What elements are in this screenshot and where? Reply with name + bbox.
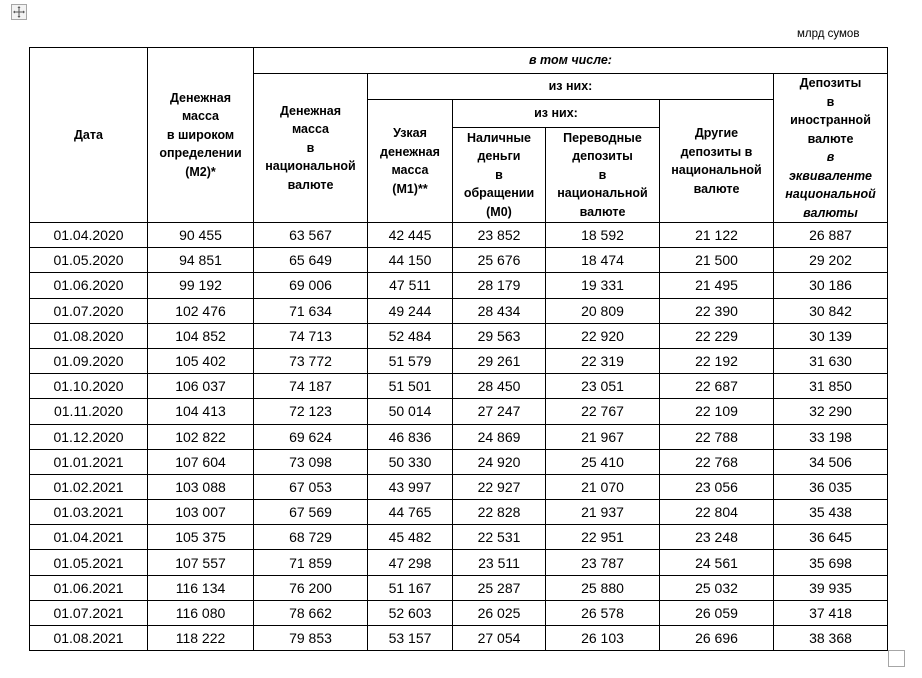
cell-m0: 28 434 [453,298,546,323]
cell-m1: 52 484 [368,323,453,348]
cell-transferable: 26 103 [546,626,660,651]
cell-m0: 22 828 [453,500,546,525]
cell-m2: 94 851 [148,248,254,273]
cell-m1: 52 603 [368,600,453,625]
cell-m2: 103 088 [148,474,254,499]
table-row [30,273,888,298]
header-line: в [826,94,835,109]
money-supply-table [29,47,888,651]
cell-other-deposits: 22 109 [660,399,774,424]
cell-foreign-deposits: 33 198 [774,424,888,449]
header-line: масса [291,122,330,137]
cell-m1: 50 330 [368,449,453,474]
cell-foreign-deposits: 30 186 [774,273,888,298]
cell-foreign-deposits: 30 842 [774,298,888,323]
table-row [30,626,888,651]
cell-other-deposits: 26 696 [660,626,774,651]
cell-transferable: 25 880 [546,575,660,600]
header-line: иностранной [790,113,871,127]
cell-m2: 103 007 [148,500,254,525]
cell-foreign-deposits: 30 139 [774,323,888,348]
header-line: национальной [557,186,648,201]
cell-m2: 107 557 [148,550,254,575]
header-line: в [495,167,503,182]
cell-other-deposits: 21 495 [660,273,774,298]
cell-m1: 47 298 [368,550,453,575]
cell-national-currency: 67 569 [254,500,368,525]
cell-other-deposits: 22 804 [660,500,774,525]
header-date [30,48,148,223]
cell-date: 01.06.2020 [30,273,148,298]
header-of-them-sub: из них: [453,100,660,128]
cell-foreign-deposits: 35 698 [774,550,888,575]
cell-m0: 24 869 [453,424,546,449]
cell-other-deposits: 22 788 [660,424,774,449]
cell-foreign-deposits: 36 035 [774,474,888,499]
cell-m1: 51 579 [368,348,453,373]
cell-m2: 105 375 [148,525,254,550]
units-label: млрд сумов [797,28,860,40]
cell-m1: 45 482 [368,525,453,550]
cell-foreign-deposits: 38 368 [774,626,888,651]
cell-transferable: 18 474 [546,248,660,273]
cell-date: 01.11.2020 [30,399,148,424]
cell-m0: 27 054 [453,626,546,651]
cell-date: 01.06.2021 [30,575,148,600]
header-line: Переводные [563,130,642,145]
table-row [30,600,888,625]
cell-m0: 29 563 [453,323,546,348]
cell-date: 01.03.2021 [30,500,148,525]
cell-m2: 102 476 [148,298,254,323]
header-line: валюте [693,181,740,196]
cell-other-deposits: 26 059 [660,600,774,625]
header-foreign-deposits [774,74,888,223]
header-line: обращении [463,186,535,201]
cell-foreign-deposits: 37 418 [774,600,888,625]
cell-national-currency: 68 729 [254,525,368,550]
header-line: в широком [166,127,235,142]
cell-transferable: 21 070 [546,474,660,499]
cell-foreign-deposits: 35 438 [774,500,888,525]
table-body [30,223,888,651]
cell-date: 01.02.2021 [30,474,148,499]
cell-m0: 27 247 [453,399,546,424]
header-m2 [148,48,254,223]
header-line: в [306,140,315,155]
cell-date: 01.05.2021 [30,550,148,575]
cell-foreign-deposits: 32 290 [774,399,888,424]
cell-m0: 26 025 [453,600,546,625]
header-line: Наличные [466,130,532,145]
header-line: деньги [477,149,521,164]
table-resize-handle[interactable] [888,650,905,667]
cell-transferable: 19 331 [546,273,660,298]
cell-m0: 23 852 [453,223,546,248]
table-row [30,449,888,474]
header-national-currency [254,74,368,223]
header-line: (М2)* [185,164,216,179]
header-line: национальной [671,163,762,177]
cell-other-deposits: 22 390 [660,298,774,323]
cell-m0: 23 511 [453,550,546,575]
cell-date: 01.08.2021 [30,626,148,651]
header-line: масса [181,109,220,124]
cell-m1: 51 167 [368,575,453,600]
table-row [30,248,888,273]
cell-m1: 46 836 [368,424,453,449]
cell-national-currency: 72 123 [254,399,368,424]
header-line: депозиты [572,149,633,164]
cell-m1: 44 150 [368,248,453,273]
cell-date: 01.05.2020 [30,248,148,273]
header-line: национальной [785,187,876,201]
header-line: валюте [807,131,854,146]
cell-transferable: 18 592 [546,223,660,248]
table-row [30,424,888,449]
header-line: определении [159,146,242,161]
cell-date: 01.07.2021 [30,600,148,625]
cell-m1: 44 765 [368,500,453,525]
cell-m1: 51 501 [368,374,453,399]
table-row [30,298,888,323]
cell-national-currency: 73 098 [254,449,368,474]
cell-m2: 116 080 [148,600,254,625]
header-of-them: из них: [368,74,774,100]
cell-transferable: 22 319 [546,348,660,373]
cell-other-deposits: 23 248 [660,525,774,550]
cell-other-deposits: 25 032 [660,575,774,600]
cell-m2: 104 852 [148,323,254,348]
header-line: Депозиты [799,76,862,90]
cell-foreign-deposits: 34 506 [774,449,888,474]
cell-transferable: 21 967 [546,424,660,449]
cell-transferable: 22 920 [546,323,660,348]
cell-foreign-deposits: 31 850 [774,374,888,399]
cell-transferable: 22 951 [546,525,660,550]
header-line: Узкая [393,126,427,140]
table-row [30,525,888,550]
table-row [30,323,888,348]
cell-m2: 106 037 [148,374,254,399]
cell-other-deposits: 22 229 [660,323,774,348]
table-row [30,550,888,575]
header-line: валюты [803,205,858,220]
header-m1 [368,100,453,223]
header-line: Денежная [169,90,231,105]
cell-foreign-deposits: 26 887 [774,223,888,248]
cell-other-deposits: 23 056 [660,474,774,499]
cell-other-deposits: 21 122 [660,223,774,248]
header-line: эквиваленте [789,168,872,183]
cell-national-currency: 73 772 [254,348,368,373]
cell-transferable: 23 051 [546,374,660,399]
cell-national-currency: 69 624 [254,424,368,449]
header-line: Денежная [279,103,341,118]
cell-national-currency: 65 649 [254,248,368,273]
cell-m1: 42 445 [368,223,453,248]
cell-m1: 47 511 [368,273,453,298]
move-arrows-icon [13,6,25,18]
cell-other-deposits: 22 687 [660,374,774,399]
header-line: масса [391,163,429,177]
cell-m0: 24 920 [453,449,546,474]
cell-national-currency: 78 662 [254,600,368,625]
cell-m2: 102 822 [148,424,254,449]
header-transferable [546,128,660,223]
cell-transferable: 23 787 [546,550,660,575]
cell-other-deposits: 24 561 [660,550,774,575]
table-row [30,399,888,424]
header-m0 [453,128,546,223]
cell-national-currency: 76 200 [254,575,368,600]
cell-national-currency: 63 567 [254,223,368,248]
cell-m1: 50 014 [368,399,453,424]
cell-other-deposits: 22 192 [660,348,774,373]
cell-transferable: 20 809 [546,298,660,323]
cell-m2: 90 455 [148,223,254,248]
cell-m0: 28 179 [453,273,546,298]
cell-transferable: 21 937 [546,500,660,525]
cell-date: 01.04.2021 [30,525,148,550]
cell-national-currency: 79 853 [254,626,368,651]
header-line: валюте [579,204,626,219]
cell-date: 01.09.2020 [30,348,148,373]
cell-m0: 25 287 [453,575,546,600]
cell-foreign-deposits: 31 630 [774,348,888,373]
cell-other-deposits: 21 500 [660,248,774,273]
table-row [30,348,888,373]
cell-transferable: 22 767 [546,399,660,424]
cell-m0: 28 450 [453,374,546,399]
table-row [30,223,888,248]
cell-date: 01.10.2020 [30,374,148,399]
cell-national-currency: 74 187 [254,374,368,399]
cell-m2: 107 604 [148,449,254,474]
cell-m0: 25 676 [453,248,546,273]
header-line: (М1)** [392,181,428,196]
table-row [30,474,888,499]
header-line: валюте [287,177,334,192]
cell-date: 01.01.2021 [30,449,148,474]
cell-national-currency: 69 006 [254,273,368,298]
cell-transferable: 26 578 [546,600,660,625]
header-line: в [826,150,835,164]
cell-other-deposits: 22 768 [660,449,774,474]
cell-m1: 43 997 [368,474,453,499]
header-line: в [598,167,607,182]
header-line: национальной [265,159,356,174]
cell-date: 01.07.2020 [30,298,148,323]
cell-m2: 105 402 [148,348,254,373]
cell-m2: 116 134 [148,575,254,600]
cell-m2: 99 192 [148,273,254,298]
cell-m1: 49 244 [368,298,453,323]
cell-national-currency: 67 053 [254,474,368,499]
cell-m0: 22 531 [453,525,546,550]
cell-m2: 104 413 [148,399,254,424]
header-including: в том числе: [254,48,888,74]
header-date-label: Дата [74,127,103,142]
cell-m2: 118 222 [148,626,254,651]
header-line: (М0) [486,204,512,219]
header-other-deposits [660,100,774,223]
cell-transferable: 25 410 [546,449,660,474]
cell-national-currency: 74 713 [254,323,368,348]
cell-national-currency: 71 859 [254,550,368,575]
cell-m0: 29 261 [453,348,546,373]
cell-foreign-deposits: 39 935 [774,575,888,600]
table-move-handle[interactable] [11,4,27,20]
cell-foreign-deposits: 29 202 [774,248,888,273]
table-row [30,374,888,399]
cell-foreign-deposits: 36 645 [774,525,888,550]
table-row [30,500,888,525]
cell-date: 01.08.2020 [30,323,148,348]
cell-national-currency: 71 634 [254,298,368,323]
table-row [30,575,888,600]
header-line: денежная [380,144,440,159]
cell-date: 01.12.2020 [30,424,148,449]
header-line: депозиты в [680,144,753,159]
cell-m1: 53 157 [368,626,453,651]
header-line: Другие [694,126,739,140]
cell-m0: 22 927 [453,474,546,499]
cell-date: 01.04.2020 [30,223,148,248]
